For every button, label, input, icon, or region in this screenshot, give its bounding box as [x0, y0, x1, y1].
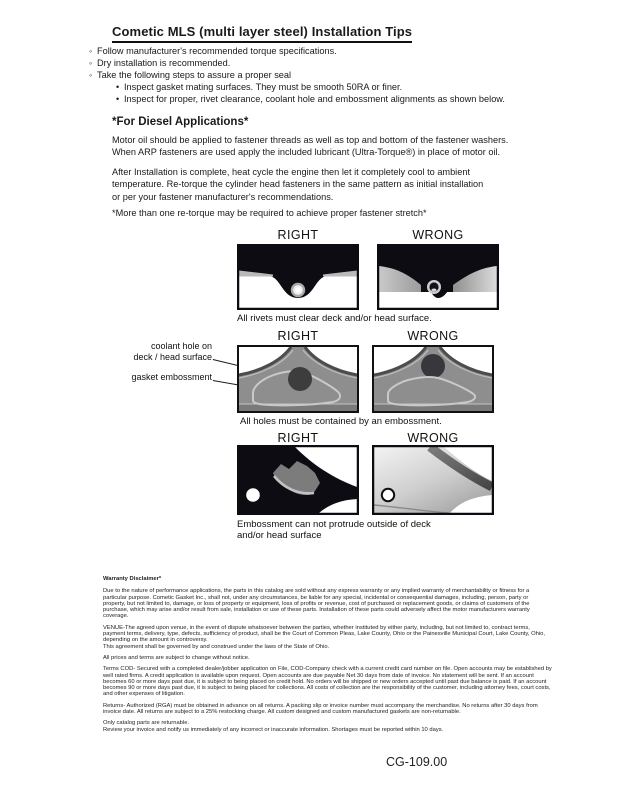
text-line: Motor oil should be applied to fastener threads as well as top and bottom of the fastener washers. [112, 135, 509, 145]
legal-text: Only catalog parts are returnable. [103, 720, 190, 727]
text-line: temperature. Re-torque the cylinder head fasteners in the same pattern as initial installation [112, 179, 484, 190]
rivet-icon [291, 283, 305, 297]
circle-bullet-icon: ◦ [89, 58, 93, 68]
circle-bullet-icon: ◦ [89, 70, 93, 80]
list-item [116, 93, 505, 105]
caption-line: and/or head surface [237, 530, 322, 541]
coolant-hole [288, 367, 312, 391]
diagram-embossment-right [237, 345, 359, 413]
page-code: CG-109.00 [386, 755, 448, 769]
circle-bullet-icon: ◦ [89, 46, 93, 56]
tip-text: Inspect gasket mating surfaces. They must be smooth 50RA or finer. [124, 82, 403, 92]
diesel-paragraph-2 [112, 166, 483, 203]
warranty-disclaimer-heading: Warranty Disclaimer* [103, 576, 162, 582]
list-item [116, 81, 505, 93]
list-item [89, 69, 505, 81]
legal-paragraph [103, 720, 552, 733]
callout-text: deck / head surface [133, 352, 212, 362]
diesel-paragraph-1 [112, 134, 508, 159]
caption-line: Embossment can not protrude outside of deck [237, 519, 431, 530]
gasket-embossment-callout: gasket embossment [131, 372, 212, 382]
diagram-deck-wrong [372, 445, 494, 515]
diagram-embossment-wrong [372, 345, 494, 413]
row2-caption: All holes must be contained by an embossment. [240, 416, 442, 427]
callout-text: coolant hole on [150, 341, 212, 351]
wrong-label: WRONG [407, 329, 459, 343]
tip-text: Follow manufacturer's recommended torque specifications. [97, 46, 337, 56]
diagram-deck-right [237, 445, 359, 515]
right-label: RIGHT [277, 228, 319, 242]
legal-section [103, 576, 552, 738]
bolt-hole [382, 489, 394, 501]
text-line: When ARP fasteners are used apply the included lubricant (Ultra-Torque®) in place of motor oil. [112, 147, 501, 158]
coolant-hole [421, 354, 445, 378]
diagram-rivet-right [237, 244, 359, 310]
rivet-icon [427, 280, 441, 294]
installation-tips-list [89, 45, 505, 105]
wrong-label: WRONG [412, 228, 464, 242]
dot-bullet-icon: • [116, 94, 120, 104]
legal-paragraph [103, 625, 552, 650]
legal-paragraph: All prices and terms are subject to change without notice. [103, 654, 250, 661]
wrong-label: WRONG [407, 431, 459, 445]
legal-text: This agreement shall be governed by and construed under the laws of the State of Ohio. [103, 643, 330, 650]
page-title: Cometic MLS (multi layer steel) Installation Tips [112, 24, 412, 43]
diesel-paragraph-3: *More than one re-torque may be required to achieve proper fastener stretch* [112, 208, 427, 218]
tip-text: Take the following steps to assure a proper seal [97, 70, 292, 80]
list-item [89, 45, 505, 57]
diesel-applications-heading: *For Diesel Applications* [112, 116, 249, 128]
text-line: After Installation is complete, heat cycle the engine then let it completely cool to ambient [112, 167, 470, 177]
tip-text: Inspect for proper, rivet clearance, coolant hole and embossment alignments as shown below. [124, 94, 505, 104]
bolt-hole [246, 488, 260, 502]
legal-paragraph: Returns- Authorized (RGA) must be obtained in advance on all returns. A packing slip or invoice number must accompany the merchandise. No returns after 30 days from invoice date. All returns are subject to a 25% restocking charge. All custom designed and custom manufactured gaskets are non-returnable. [103, 702, 538, 716]
legal-paragraph: Terms COD- Secured with a completed dealer/jobber application on File, COD-Company check with a current credit card number on file. Open accounts may be established by well rated firms. A credit application is available upon request. Open accounts are due payable Net 30 days from date of invoice. No statement will be sent. If an account becomes 60 or more days past due, it is subject to being placed on credit hold. No orders will be shipped or new orders accepted until past due balance is paid. If an account becomes 90 or more days past due, it is subject to being placed for collections. All costs of collection are the responsibility of the customer, including attorney fees, court costs, and other expenses of litigation. [103, 666, 552, 698]
right-label: RIGHT [277, 329, 319, 343]
right-label: RIGHT [277, 431, 319, 445]
diagram-rivet-wrong [377, 244, 499, 310]
row3-caption [237, 519, 431, 541]
list-item [89, 57, 505, 69]
legal-paragraph: Due to the nature of performance applications, the parts in this catalog are sold without any express warranty or any implied warranty of merchantability or fitness for a particular purpose. Cometic Gasket Inc., shall not, under any circumstances, be liable for any special, incidental or consequential damages, including, person, party or property, but not limited to, damage, or loss of property or equipment, loss of profits or revenue, cost of purchased or replacement goods, or claims of customers of the purchase, which may arise and/or result from sale, installation or use of these parts. Installation of these parts could adversely affect the motor manufacturers warranty coverage. [103, 588, 530, 620]
legal-text: VENUE-The agreed upon venue, in the event of dispute whatsoever between the parties, whether instituted by either party, including, but not limited to, contract terms, payment terms, delivery, type, defects, sufficiency of product, shall be the Court of Common Pleas, Lake County, Ohio or the Painesville Municipal Court, Lake County, Ohio, depending on the amount in controversy. [103, 624, 545, 644]
tip-text: Dry installation is recommended. [97, 58, 231, 68]
dot-bullet-icon: • [116, 82, 120, 92]
text-line: or per your fastener manufacturer's recommendations. [112, 191, 334, 202]
row1-caption: All rivets must clear deck and/or head surface. [237, 313, 432, 324]
coolant-hole-callout [102, 341, 212, 363]
legal-text: Review your invoice and notify us immediately of any incorrect or inaccurate information. Shortages must be reported within 10 days. [103, 726, 444, 733]
